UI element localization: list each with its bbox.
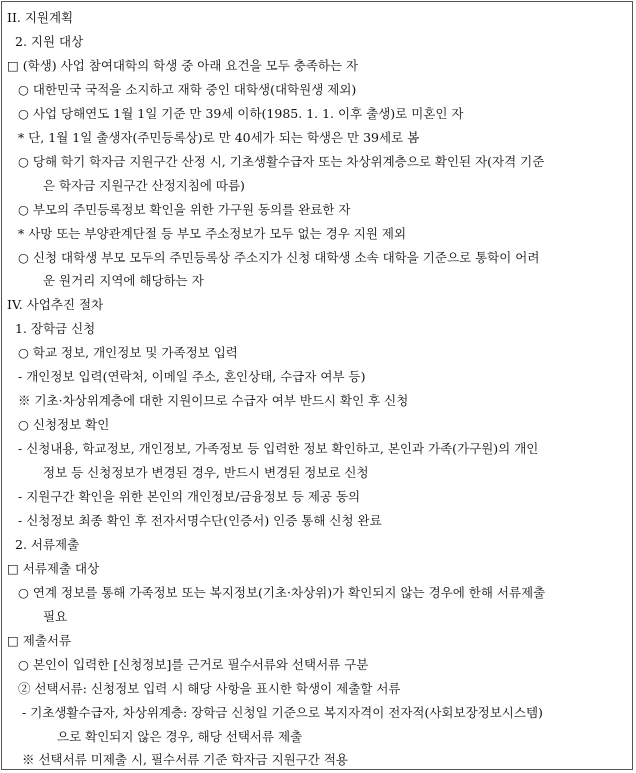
text-line: 2. 서류제출 [15, 536, 80, 552]
text-line: ○ 부모의 주민등록정보 확인을 위한 가구원 동의를 완료한 자 [18, 201, 351, 217]
text-line: □ 제출서류 [7, 632, 72, 648]
text-line: * 사망 또는 부양관계단절 등 부모 주소정보가 모두 없는 경우 지원 제외 [18, 225, 407, 241]
text-line: 으로 확인되지 않은 경우, 해당 선택서류 제출 [57, 728, 303, 744]
text-line: ○ 당해 학기 학자금 지원구간 산정 시, 기초생활수급자 또는 차상위계층으로 확인된 자(자격 기준 [18, 153, 545, 169]
text-line: 운 원거리 지역에 해당하는 자 [43, 273, 204, 289]
text-line: 정보 등 신청정보가 변경된 경우, 반드시 변경된 정보로 신청 [43, 465, 369, 481]
text-line: - 개인정보 입력(연락처, 이메일 주소, 혼인상태, 수급자 여부 등) [18, 369, 366, 385]
text-line: 필요 [43, 608, 68, 624]
text-line: ※ 기초·차상위계층에 대한 지원이므로 수급자 여부 반드시 확인 후 신청 [18, 393, 409, 409]
text-line: ○ 본인이 입력한 [신청정보]를 근거로 필수서류와 선택서류 구분 [18, 656, 369, 672]
text-line: * 단, 1월 1일 출생자(주민등록상)로 만 40세가 되는 학생은 만 39세로 봄 [18, 129, 420, 145]
text-line: - 신청정보 최종 확인 후 전자서명수단(인증서) 인증 통해 신청 완료 [18, 512, 382, 528]
text-line: ※ 선택서류 미제출 시, 필수서류 기준 학자금 지원구간 적용 [22, 752, 348, 768]
text-line: - 지원구간 확인을 위한 본인의 개인정보/금융정보 등 제공 동의 [18, 489, 361, 504]
text-line: 1. 장학금 신청 [15, 321, 96, 337]
text-line: 은 학자금 지원구간 산정지침에 따름) [43, 177, 245, 193]
text-line: - 기초생활수급자, 차상위계층: 장학금 신청일 기준으로 복지자격이 전자적(사회보장정보시스템) [22, 704, 543, 720]
text-line: ○ 학교 정보, 개인정보 및 가족정보 입력 [18, 345, 238, 361]
text-line: 2. 지원 대상 [15, 33, 84, 49]
text-line: ○ 사업 당해연도 1월 1일 기준 만 39세 이하(1985. 1. 1. 이후 출생)로 미혼인 자 [18, 105, 464, 121]
text-line: ② 선택서류: 신청정보 입력 시 해당 사항을 표시한 학생이 제출할 서류 [18, 680, 401, 696]
text-line: II. 지원계획 [7, 10, 74, 25]
text-line: □ (학생) 사업 참여대학의 학생 중 아래 요건을 모두 충족하는 자 [7, 57, 359, 73]
text-line: ○ 대한민국 국적을 소지하고 재학 중인 대학생(대학원생 제외) [18, 81, 357, 97]
text-line: ○ 신청 대학생 부모 모두의 주민등록상 주소지가 신청 대학생 소속 대학을 기준으로 통학이 어려 [18, 249, 540, 265]
document-page [1, 1, 633, 770]
text-line: - 신청내용, 학교정보, 개인정보, 가족정보 등 입력한 정보 확인하고, 본인과 가족(가구원)의 개인 [18, 441, 539, 457]
text-line: ○ 신청정보 확인 [18, 417, 110, 433]
text-line: ○ 연계 정보를 통해 가족정보 또는 복지정보(기초·차상위)가 확인되지 않는 경우에 한해 서류제출 [18, 584, 546, 600]
text-line: □ 서류제출 대상 [7, 560, 100, 576]
text-line: IV. 사업추진 절차 [7, 297, 104, 313]
